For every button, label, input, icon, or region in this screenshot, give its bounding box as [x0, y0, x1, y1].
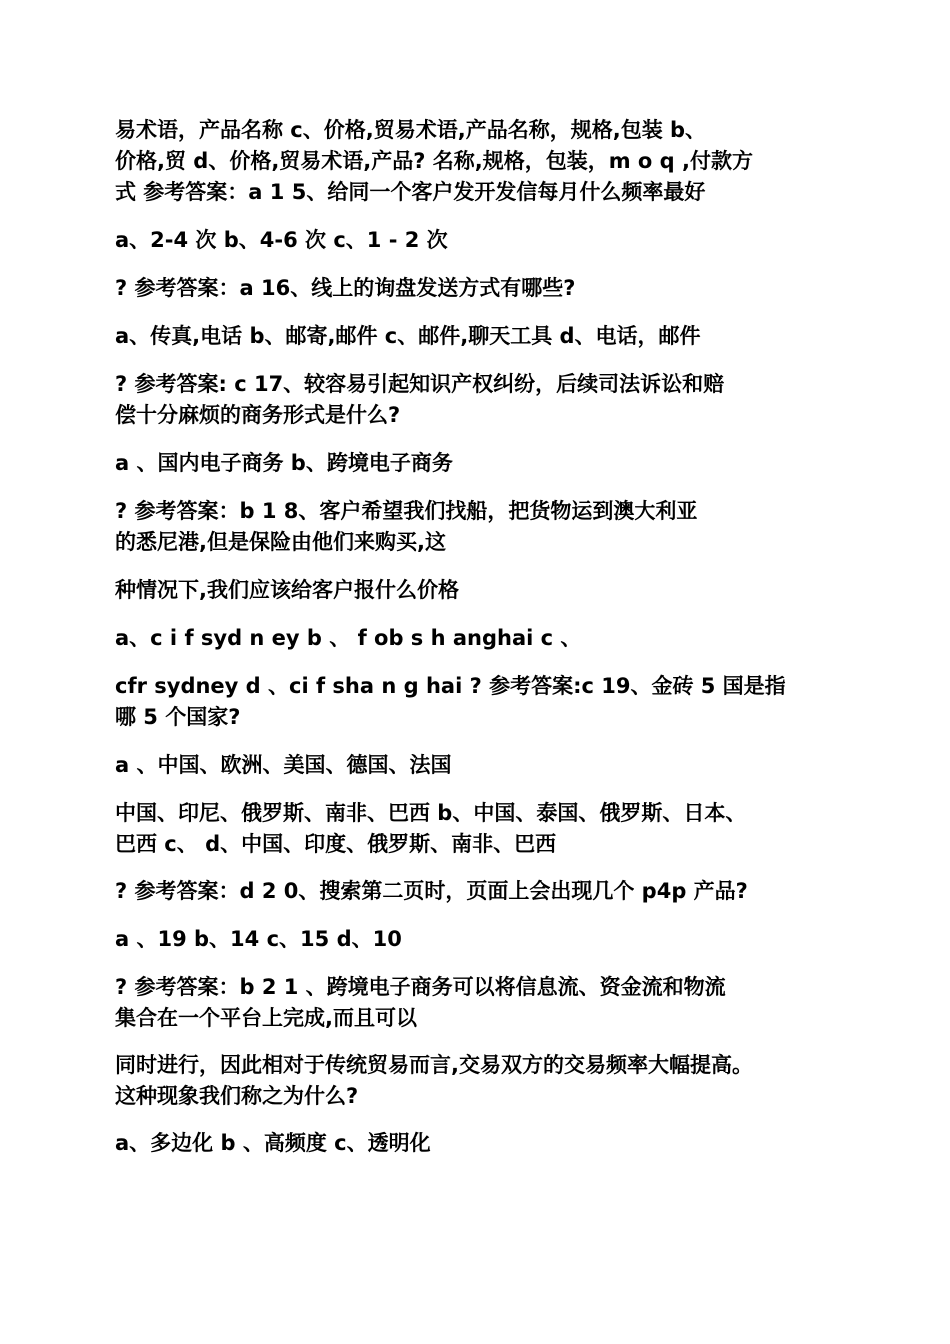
text-line: a、2-4 次 b、4-6 次 c、1 - 2 次 [115, 228, 448, 252]
text-line: ? 参考答案：b 2 1 、跨境电子商务可以将信息流、资金流和物流 [115, 975, 726, 999]
text-line: 巴西 c、 d、中国、印度、俄罗斯、南非、巴西 [115, 832, 557, 856]
text-line: ? 参考答案: c 17、较容易引起知识产权纠纷，后续司法诉讼和赔 [115, 372, 725, 396]
text-line: 式 参考答案：a 1 5、给同一个客户发开发信每月什么频率最好 [115, 180, 706, 204]
text-line: 哪 5 个国家? [115, 705, 241, 729]
text-line: a 、中国、欧洲、美国、德国、法国 [115, 753, 452, 777]
text-line: 集合在一个平台上完成,而且可以 [115, 1006, 417, 1030]
text-line: 的悉尼港,但是保险由他们来购买,这 [115, 530, 446, 554]
text-line: 易术语，产品名称 c、价格,贸易术语,产品名称，规格,包装 b、 [115, 118, 707, 142]
text-line: 这种现象我们称之为什么? [115, 1084, 359, 1108]
text-line: 同时进行，因此相对于传统贸易而言,交易双方的交易频率大幅提高。 [115, 1053, 753, 1077]
text-line: a、传真,电话 b、邮寄,邮件 c、邮件,聊天工具 d、电话，邮件 [115, 324, 701, 348]
text-line: 价格,贸 d、价格,贸易术语,产品? 名称,规格，包装，m o q ,付款方 [115, 149, 753, 173]
text-line: ? 参考答案：a 16、线上的询盘发送方式有哪些? [115, 276, 576, 300]
text-line: cfr sydney d 、ci f sha n g hai ? 参考答案:c 19、金砖 5 国是指 [115, 674, 786, 698]
text-line: 偿十分麻烦的商务形式是什么? [115, 403, 401, 427]
text-line: a 、19 b、14 c、15 d、10 [115, 927, 402, 951]
text-line: 中国、印尼、俄罗斯、南非、巴西 b、中国、泰国、俄罗斯、日本、 [115, 801, 747, 825]
text-line: 种情况下,我们应该给客户报什么价格 [115, 578, 459, 602]
text-line: a、多边化 b 、高频度 c、透明化 [115, 1131, 431, 1155]
text-line: ? 参考答案：b 1 8、客户希望我们找船，把货物运到澳大利亚 [115, 499, 698, 523]
text-line: ? 参考答案：d 2 0、搜索第二页时，页面上会出现几个 p4p 产品? [115, 879, 748, 903]
text-line: a、c i f syd n ey b 、 f ob s h anghai c 、 [115, 626, 582, 650]
text-line: a 、国内电子商务 b、跨境电子商务 [115, 451, 453, 475]
